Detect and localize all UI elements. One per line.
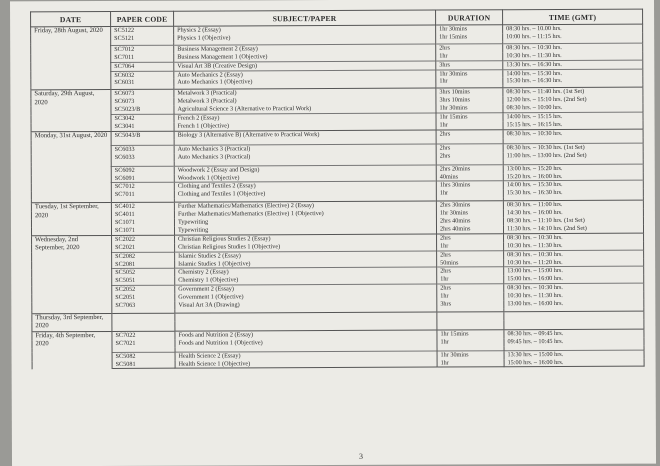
subject-paper: Government 2 (Essay) — [175, 284, 437, 294]
subject-paper: Chemistry 1 (Objective) — [175, 276, 437, 286]
time-slot: 15:00 hrs. – 16:00 hrs. — [504, 358, 644, 367]
subject-paper: Agricultural Science 3 (Alternative to Practical Work) — [174, 105, 436, 115]
paper-code: SC5122 — [111, 26, 174, 35]
subject-paper: Clothing and Textiles 1 (Objective) — [174, 190, 436, 199]
duration: 1hr — [437, 276, 504, 285]
time-slot: 08:30 hrs. – 10:30 hrs. — [504, 250, 644, 259]
exam-date: Tuesday, 1st September, 2020 — [31, 203, 111, 236]
time-slot: 14:00 hrs. – 15:30 hrs. — [503, 181, 643, 190]
paper-code: SC7012 — [111, 183, 174, 192]
subject-paper: Physics 1 (Objective) — [174, 33, 436, 42]
subject-paper: Christian Religious Studies 2 (Essay) — [175, 234, 437, 244]
paper-code: SC7021 — [112, 339, 175, 347]
paper-code: SC2082 — [112, 252, 175, 261]
paper-code: SC5023/B — [111, 106, 174, 115]
subject-paper: Clothing and Textiles 2 (Essay) — [174, 181, 436, 191]
subject-paper: Chemistry 2 (Essay) — [175, 268, 437, 278]
subject-paper: Government 1 (Objective) — [175, 293, 437, 302]
duration: 1hr — [436, 121, 503, 130]
duration: 1hr 30mins — [436, 69, 503, 78]
subject-paper: Visual Art 3B (Creative Design) — [174, 61, 436, 71]
header-date: DATE — [31, 11, 111, 26]
exam-date: Monday, 31st August, 2020 — [31, 131, 111, 203]
duration: 1hr — [437, 292, 504, 300]
time-slot: 15:20 hrs. – 16:00 hrs. — [503, 172, 643, 181]
duration: 2hrs 40mins — [436, 217, 503, 225]
duration: 3hrs 10mins — [436, 97, 503, 105]
timetable-body — [31, 24, 644, 369]
time-slot: 08:30 hrs. – 10:30 hrs. (1st Set) — [503, 143, 643, 152]
paper-code: SC5082 — [112, 352, 175, 361]
paper-code: SC5052 — [112, 269, 175, 278]
subject-paper: Physics 2 (Essay) — [174, 25, 436, 35]
header-time: TIME (GMT) — [503, 9, 643, 25]
header-duration: DURATION — [436, 10, 503, 25]
time-slot: 08:30 hrs. – 09:45 hrs. — [504, 329, 644, 338]
duration: 2hrs 30mins — [436, 201, 503, 210]
time-slot: 15:15 hrs. – 16:15 hrs. — [503, 121, 643, 130]
paper-code: SC6073 — [111, 98, 174, 106]
duration: 1hr — [436, 78, 503, 86]
paper-code: SC3041 — [111, 123, 174, 132]
paper-code: SC6033 — [111, 153, 174, 161]
time-slot: 08:30 hrs. – 11:00 hrs. — [503, 200, 643, 209]
duration: 2hrs — [437, 267, 504, 276]
paper-code: SC7022 — [112, 331, 175, 340]
subject-paper: Business Management 1 (Objective) — [174, 52, 436, 62]
paper-code: SC6033 — [111, 145, 174, 154]
duration: 1hr 30mins — [436, 209, 503, 217]
paper-code: SC2021 — [112, 243, 175, 252]
duration: 3hrs — [436, 60, 503, 69]
time-slot: 10:30 hrs. – 11:30 hrs. — [504, 241, 644, 250]
paper-code: SC2051 — [112, 294, 175, 302]
duration: 2hrs 40mins — [436, 225, 503, 234]
duration: 1hrs 30mins — [436, 181, 503, 190]
subject-paper: Auto Mechanics 3 (Practical) — [174, 152, 436, 161]
exam-date: Thursday, 3rd September, 2020 — [32, 313, 112, 331]
subject-paper: Woodwork 2 (Essay and Design) — [174, 165, 436, 175]
paper-code: SC3042 — [111, 114, 174, 123]
duration: 1hr — [437, 242, 504, 251]
subject-paper: Health Science 1 (Objective) — [175, 359, 437, 369]
duration: 1hr — [436, 190, 503, 198]
time-slot: 08:30 hrs. – 10:30 hrs. — [504, 283, 644, 292]
paper-code: SC7063 — [112, 302, 175, 310]
exam-date: Saturday, 29th August, 2020 — [31, 90, 111, 132]
paper-code: SC6091 — [111, 174, 174, 183]
time-slot: 10:30 hrs. – 11:30 hrs. — [503, 51, 643, 60]
exam-date: Wednesday, 2nd September, 2020 — [32, 235, 112, 314]
paper-code: SC6073 — [111, 90, 174, 99]
paper-code: SC7011 — [111, 191, 174, 199]
subject-paper: Islamic Studies 2 (Essay) — [175, 251, 437, 261]
subject-paper: Biology 3 (Alternative B) (Alternative to Practical Work) — [174, 130, 436, 140]
duration: 1hr 30mins — [436, 25, 503, 34]
time-slot: 08:30 hrs. – 10:30 hrs. — [504, 233, 644, 242]
paper-code: SC7064 — [111, 62, 174, 71]
time-slot: 15:30 hrs. – 16:30 hrs. — [503, 189, 643, 198]
subject-paper: Metalwork 3 (Practical) — [174, 88, 436, 98]
subject-paper: Foods and Nutrition 2 (Essay) — [175, 330, 437, 340]
time-slot: 08:30 hrs. – 10:00 hrs. — [503, 104, 643, 113]
duration: 1hr 15mins — [436, 113, 503, 122]
time-slot: 10:30 hrs. – 11:20 hrs. — [504, 258, 644, 267]
subject-paper: Foods and Nutrition 1 (Objective) — [175, 338, 437, 347]
paper-code: SC5121 — [111, 35, 174, 43]
time-slot: 08:30 hrs. – 10:30 hrs. — [503, 129, 643, 138]
subject-paper: Typewriting — [174, 225, 436, 235]
time-slot: 12:00 hrs. – 15:10 hrs. (2nd Set) — [503, 96, 643, 105]
subject-paper: Typewriting — [174, 218, 436, 227]
subject-paper: Christian Religious Studies 1 (Objective) — [175, 242, 437, 252]
subject-paper: French 2 (Essay) — [174, 113, 436, 123]
subject-paper: Woodwork 1 (Objective) — [174, 173, 436, 183]
exam-date: Friday, 28th August, 2020 — [31, 26, 111, 90]
paper-code: SC1071 — [111, 227, 174, 236]
duration: 2hrs — [436, 152, 503, 160]
time-slot: 15:30 hrs. – 16:30 hrs. — [503, 77, 643, 86]
paper-code: SC2081 — [112, 260, 175, 269]
header-subject: SUBJECT/PAPER — [174, 10, 436, 26]
time-slot: 08:30 hrs. – 11:40 hrs. (1st Set) — [503, 87, 643, 96]
subject-paper: Auto Mechanics 2 (Essay) — [174, 70, 436, 80]
duration: 1hr 30mins — [437, 350, 504, 359]
subject-paper: Islamic Studies 1 (Objective) — [175, 259, 437, 269]
subject-paper: Further Mathematics/Mathematics (Elective) 2 (Essay) — [174, 201, 436, 211]
duration: 2hrs — [437, 250, 504, 259]
paper-code: SC2022 — [112, 235, 175, 244]
paper-code: SC4011 — [111, 211, 174, 219]
exam-timetable — [30, 9, 645, 370]
time-slot: 14:00 hrs. – 15:30 hrs. — [503, 69, 643, 78]
paper-code: SC5081 — [112, 360, 175, 369]
paper-code: SC4012 — [111, 202, 174, 211]
time-slot: 13:00 hrs. – 16:00 hrs. — [504, 300, 644, 309]
subject-paper: Further Mathematics/Mathematics (Elective) 1 (Objective) — [174, 210, 436, 219]
time-slot: 08:30 hrs. – 11:10 hrs. (1st Set) — [503, 217, 643, 226]
empty-cell — [112, 313, 175, 322]
duration: 1hr 15mins — [437, 330, 504, 339]
spacer-cell — [112, 322, 175, 332]
duration: 3hrs — [437, 300, 504, 308]
time-slot: 11:30 hrs. – 14:10 hrs. (2nd Set) — [503, 225, 643, 234]
subject-paper: Business Management 2 (Essay) — [174, 44, 436, 54]
duration: 3hrs 10mins — [436, 88, 503, 97]
time-slot: 10:30 hrs. – 11:30 hrs. — [504, 292, 644, 301]
subject-paper: Visual Art 3A (Drawing) — [175, 301, 437, 310]
paper-code: SC5051 — [112, 277, 175, 286]
time-slot: 14:30 hrs. – 16:00 hrs. — [503, 209, 643, 218]
duration: 2hrs — [437, 284, 504, 293]
time-slot: 15:00 hrs. – 16:00 hrs. — [504, 275, 644, 284]
duration: 50mins — [437, 259, 504, 268]
paper-code: SC5043/B — [111, 131, 174, 140]
duration: 1hr 15mins — [436, 33, 503, 41]
exam-date: Friday, 4th September, 2020 — [32, 331, 112, 369]
time-slot: 09:45 hrs. – 10:45 hrs. — [504, 337, 644, 346]
paper-code: SC6031 — [111, 79, 174, 87]
subject-paper: Metalwork 3 (Practical) — [174, 97, 436, 106]
duration: 2hrs — [436, 130, 503, 139]
duration: 2hrs 20mins — [436, 164, 503, 173]
duration: 1hr — [437, 359, 504, 368]
spacer-cell — [437, 320, 504, 330]
duration: 1hr — [436, 52, 503, 61]
empty-cell — [437, 312, 504, 321]
time-slot: 13:00 hrs. – 15:00 hrs. — [504, 267, 644, 276]
time-slot: 14:00 hrs. – 15:15 hrs. — [503, 112, 643, 121]
duration: 2hrs — [436, 144, 503, 153]
time-slot: 11:00 hrs. – 13:00 hrs. (2nd Set) — [503, 151, 643, 160]
time-slot: 08:30 hrs. – 10:30 hrs. — [503, 43, 643, 52]
time-slot: 13:30 hrs. – 15:00 hrs. — [504, 350, 644, 359]
duration: 2hrs — [437, 234, 504, 243]
time-slot: 10:00 hrs. – 11:15 hrs. — [503, 33, 643, 42]
paper-code: SC6032 — [111, 71, 174, 80]
time-slot: 08:30 hrs. – 10.00 hrs. — [503, 24, 643, 33]
page-number: 3 — [359, 452, 363, 461]
time-slot: 13:30 hrs. – 16:30 hrs. — [503, 60, 643, 70]
paper-code: SC6092 — [111, 166, 174, 175]
subject-paper: Health Science 2 (Essay) — [175, 351, 437, 361]
duration: 2hrs — [436, 44, 503, 53]
time-slot: 13:00 hrs. – 15:20 hrs. — [503, 164, 643, 173]
duration: 40mins — [436, 173, 503, 182]
paper-code: SC7011 — [111, 53, 174, 62]
paper-code: SC2052 — [112, 285, 175, 294]
duration: 1hr 30mins — [436, 104, 503, 113]
duration: 1hr — [437, 338, 504, 346]
paper-code: SC7012 — [111, 45, 174, 54]
subject-paper: French 1 (Objective) — [174, 122, 436, 132]
subject-paper: Auto Mechanics 3 (Practical) — [174, 144, 436, 154]
header-paper-code: PAPER CODE — [111, 11, 174, 26]
subject-paper: Auto Mechanics 1 (Objective) — [174, 78, 436, 87]
paper-code: SC1071 — [111, 219, 174, 227]
timetable-page — [10, 0, 656, 466]
